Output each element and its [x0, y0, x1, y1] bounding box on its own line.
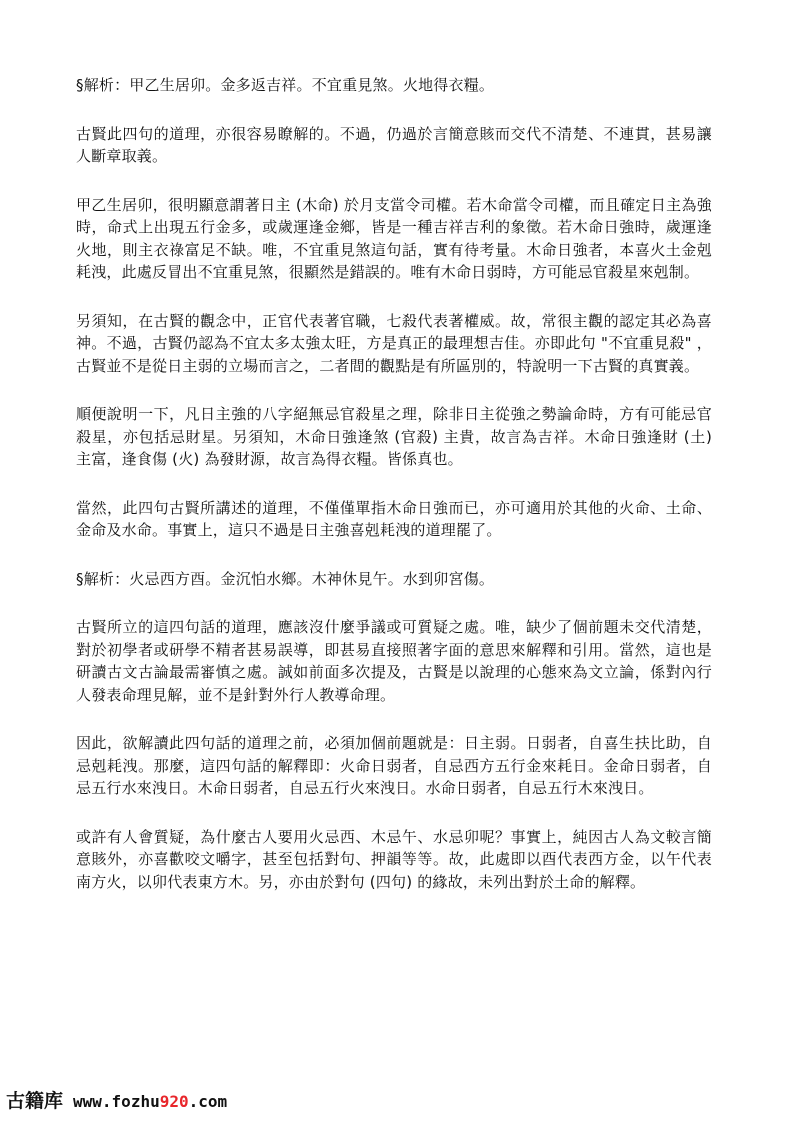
paragraph: 甲乙生居卯，很明顯意謂著日主 (木命) 於月支當令司權。若木命當令司權，而且確定日主為強時，命式上出現五行金多，或歲運逢金鄉，皆是一種吉祥吉利的象徵。若木命日強時，歲運逢火地，則主衣祿富足不缺。唯，不宜重見煞這句話，實有待考量。木命日強者，本喜火土金剋耗洩，此處反冒出不宜重見煞，很顯然是錯誤的。唯有木命日弱時，方可能忌官殺星來剋制。 [76, 195, 712, 281]
paragraph: 或許有人會質疑，為什麼古人要用火忌西、木忌午、水忌卯呢？事實上，純因古人為文較言簡意賅外，亦喜歡咬文嚼字，甚至包括對句、押韻等等。故，此處即以酉代表西方金，以午代表南方火，以卯代表東方木。另，亦由於對句 (四句) 的緣故，未列出對於土命的解釋。 [76, 827, 712, 891]
paragraph: 當然，此四句古賢所講述的道理，不僅僅單指木命日強而已，亦可適用於其他的火命、土命、金命及水命。事實上，這只不過是日主強喜剋耗洩的道理罷了。 [76, 498, 712, 539]
section-heading-2: §解析：火忌西方酉。金沉怕水鄉。木神休見午。水到卯宮傷。 [76, 569, 495, 588]
paragraph: 古賢所立的這四句話的道理，應該沒什麼爭議或可質疑之處。唯，缺少了個前題未交代清楚，對於初學者或研學不精者甚易誤導，即甚易直接照著字面的意思來解釋和引用。當然，這也是研讀古文古論最需審慎之處。誠如前面多次提及，古賢是以說理的心態來為文立論，係對內行人發表命理見解，並不是針對外行人教導命理。 [76, 618, 712, 704]
paragraph: 另須知，在古賢的觀念中，正官代表著官職，七殺代表著權威。故，常很主觀的認定其必為喜神。不過，古賢仍認為不宜太多太強太旺，方是真正的最理想吉佳。亦即此句 "不宜重見殺" ，古賢並不是從日主弱的立場而言之，二者間的觀點是有所區別的，特說明一下古賢的真實義。 [76, 311, 712, 375]
paragraph: 順便說明一下，凡日主強的八字絕無忌官殺星之理，除非日主從強之勢論命時，方有可能忌官殺星，亦包括忌財星。另須知，木命日強逢煞 (官殺) 主貴，故言為吉祥。木命日強逢財 (土) 主富，逢食傷 (火) 為發財源，故言為得衣糧。皆係真也。 [76, 405, 712, 468]
paragraph: 古賢此四句的道理，亦很容易瞭解的。不過，仍過於言簡意賅而交代不清楚、不連貫，甚易讓人斷章取義。 [76, 124, 712, 165]
brand-url-suffix: .com [188, 1092, 228, 1111]
section-heading-1: §解析：甲乙生居卯。金多返吉祥。不宜重見煞。火地得衣糧。 [76, 76, 495, 94]
site-watermark [6, 1086, 227, 1116]
brand-url-number: 920 [159, 1092, 189, 1111]
paragraph: 因此，欲解讀此四句話的道理之前，必須加個前題就是：日主弱。日弱者，自喜生扶比助，自忌剋耗洩。那麼，這四句話的解釋即：火命日弱者，自忌西方五行金來耗日。金命日弱者，自忌五行水來洩日。木命日弱者，自忌五行火來洩日。水命日弱者，自忌五行木來洩日。 [76, 734, 712, 797]
document-body [76, 74, 712, 919]
brand-name: 古籍库 [6, 1090, 64, 1112]
brand-url-prefix: www.fozhu [73, 1092, 160, 1111]
